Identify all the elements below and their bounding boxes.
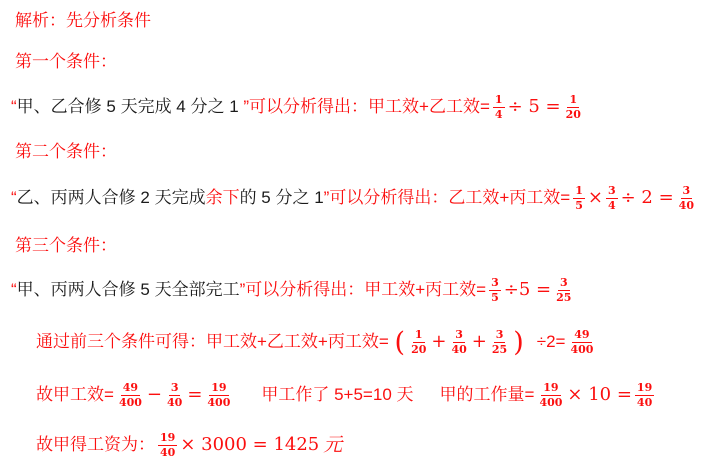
worker-a-rate-lead: 故甲工效= (36, 384, 114, 404)
work-amount-lead: 甲的工作量= (439, 384, 535, 404)
fraction: $\frac{3}{40}$ (678, 183, 694, 212)
fraction: $\frac{3}{40}$ (167, 380, 183, 409)
plus-operator: + (471, 331, 487, 353)
math-operator: ÷5 = (503, 279, 552, 301)
open-paren: ( (394, 326, 406, 358)
fraction: $\frac{19}{40}$ (636, 380, 653, 409)
combined-rates-lead: 通过前三个条件可得：甲工效+乙工效+丙工效= (36, 331, 394, 351)
open-quote: “ (11, 187, 17, 207)
combined-rates-line (36, 320, 598, 364)
quoted-condition-text: 甲、乙合修 5 天完成 4 分之 1 (16, 96, 244, 116)
heading-condition-1 (15, 51, 117, 73)
quoted-condition-text: 甲、丙两人合修 5 天全部完工 (16, 279, 240, 299)
heading-analysis (15, 10, 151, 32)
condition-3-text: 第三个条件： (15, 235, 117, 255)
fraction: $\frac{3}{25}$ (491, 327, 508, 356)
currency-unit: 元 (323, 433, 343, 456)
heading-condition-2 (15, 141, 117, 163)
derivation-lead: ”可以分析得出：乙工效+丙工效= (323, 187, 571, 207)
fraction: $\frac{19}{40}$ (160, 430, 176, 459)
days-worked-text: 甲工作了 5+5=10 天 (261, 384, 414, 404)
wage-lead: 故甲得工资为： (36, 434, 155, 454)
open-quote: “ (11, 96, 17, 116)
fraction: $\frac{3}{25}$ (556, 275, 572, 304)
wage-expression: × 3000 = 1425 (180, 434, 320, 456)
condition-1-derivation (11, 85, 586, 129)
close-paren: ) (513, 326, 524, 358)
fraction: $\frac{1}{5}$ (575, 183, 583, 212)
condition-3-derivation (11, 268, 576, 312)
fraction: $\frac{49}{400}$ (570, 327, 594, 356)
fraction: $\frac{3}{5}$ (491, 275, 499, 304)
times-operator: × 10 = (567, 384, 632, 406)
worker-a-rate-line (36, 373, 657, 417)
minus-operator: − (146, 384, 162, 406)
analysis-text: 解析：先分析条件 (15, 10, 151, 30)
fraction: $\frac{49}{400}$ (118, 380, 142, 409)
math-operator: ÷ 2 = (620, 187, 674, 209)
derivation-lead: ”可以分析得出：甲工效+丙工效= (239, 279, 487, 299)
heading-condition-3 (15, 235, 117, 257)
fraction: $\frac{1}{20}$ (411, 327, 427, 356)
quoted-condition-text: 的 5 分之 1 (239, 187, 324, 207)
divide-operator: ÷2= (536, 331, 566, 351)
plus-operator: + (431, 331, 447, 353)
equals-operator: = (187, 384, 203, 406)
fraction: $\frac{1}{4}$ (494, 92, 503, 121)
fraction: $\frac{3}{40}$ (451, 327, 467, 356)
wage-result-line (36, 423, 342, 467)
derivation-lead: ”可以分析得出：甲工效+乙工效= (243, 96, 490, 116)
condition-1-text: 第一个条件： (15, 51, 117, 71)
condition-2-text: 第二个条件： (15, 141, 117, 161)
fraction: $\frac{3}{4}$ (607, 183, 616, 212)
highlighted-word: 余下 (205, 187, 240, 207)
math-operator: × (587, 187, 603, 209)
condition-2-derivation (11, 176, 699, 220)
quoted-condition-text: 乙、丙两人合修 2 天完成 (16, 187, 206, 207)
fraction: $\frac{1}{20}$ (565, 92, 581, 121)
fraction: $\frac{19}{400}$ (539, 380, 563, 409)
fraction: $\frac{19}{400}$ (207, 380, 231, 409)
open-quote: “ (11, 279, 17, 299)
math-operator: ÷ 5 = (507, 96, 561, 118)
